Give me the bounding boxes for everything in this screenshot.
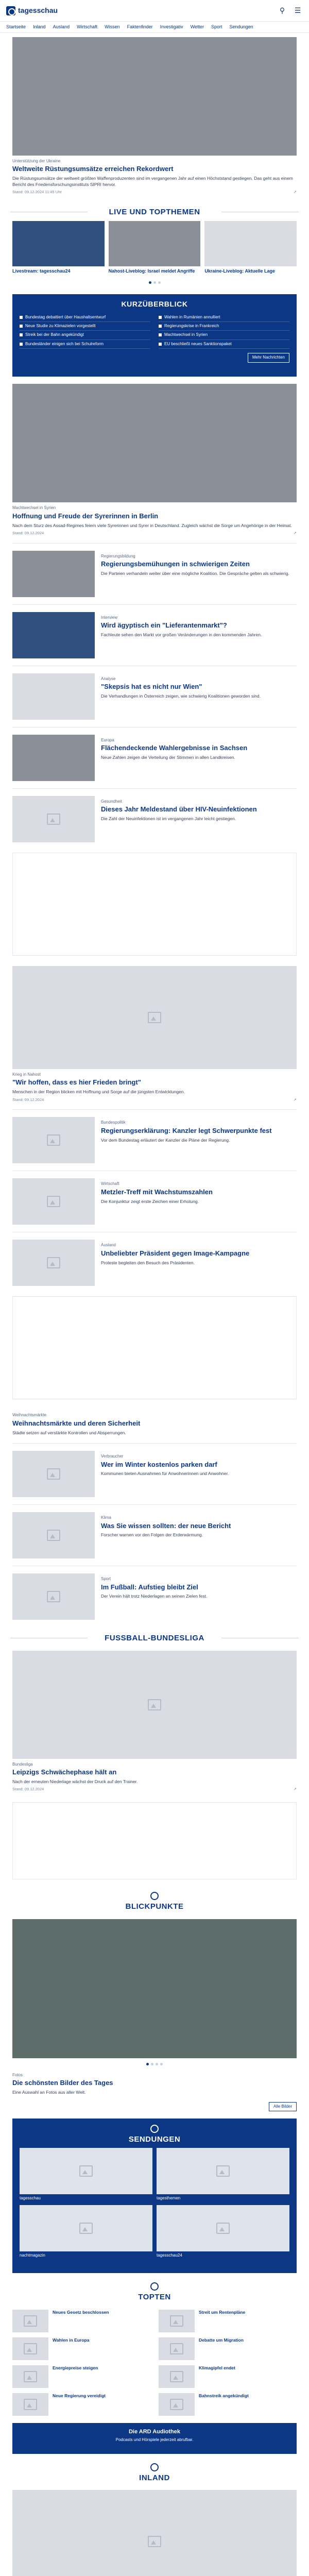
story-image xyxy=(12,384,297,502)
tv-icon xyxy=(150,2125,159,2133)
topten-item[interactable]: Debatte um Migration xyxy=(159,2337,297,2360)
nav-item-sendungen[interactable]: Sendungen xyxy=(229,24,253,29)
bundesliga-image xyxy=(12,1651,297,1759)
story-image xyxy=(12,966,297,1069)
list-item[interactable] xyxy=(0,1509,309,1562)
camera-icon xyxy=(150,1892,159,1900)
list-item[interactable] xyxy=(0,1236,309,1289)
inland-teaser[interactable] xyxy=(0,2487,309,2576)
list-item-headline[interactable]: Was Sie wissen sollten: der neue Bericht xyxy=(101,1521,231,1530)
list-item-image xyxy=(12,673,95,720)
top-header xyxy=(0,0,309,22)
nav-bar xyxy=(0,22,309,33)
section-inland-title: INLAND xyxy=(0,2458,309,2487)
story-text: Städte setzen auf verstärkte Kontrollen und Absperrungen. xyxy=(12,1430,126,1435)
story-teaser[interactable] xyxy=(0,381,309,539)
nav-item-wirtschaft[interactable]: Wirtschaft xyxy=(77,24,98,29)
list-item-text: Die Verhandlungen in Österreich zeigen, wie schwierig Koalitionen geworden sind. xyxy=(101,693,261,699)
live-carousel xyxy=(0,221,309,275)
list-item[interactable] xyxy=(0,548,309,600)
ad-placeholder xyxy=(12,853,297,956)
sendung-item[interactable]: nachtmagazin xyxy=(20,2205,152,2258)
nav-item-wissen[interactable]: Wissen xyxy=(105,24,120,29)
share-icon[interactable]: ↗ xyxy=(293,1097,297,1102)
hero-meta xyxy=(12,190,297,195)
list-item-topline: Europa xyxy=(101,737,114,742)
menu-icon[interactable]: ☰ xyxy=(294,6,301,15)
topten-item[interactable]: Klimagipfel endet xyxy=(159,2365,297,2388)
more-news-button[interactable]: Mehr Nachrichten xyxy=(248,353,289,362)
story-topline: Krieg in Nahost xyxy=(12,1072,41,1077)
kurzueberblick-item[interactable]: Machtwechsel in Syrien xyxy=(159,331,289,340)
list-item-headline[interactable]: Wer im Winter kostenlos parken darf xyxy=(101,1460,217,1468)
list-item-text: Neue Zahlen zeigen die Verteilung der Stimmen in allen Landkreisen. xyxy=(101,755,235,760)
sendungen-box xyxy=(12,2119,297,2273)
nav-item-investigativ[interactable]: Investigativ xyxy=(160,24,183,29)
ad-placeholder xyxy=(12,1802,297,1879)
kurzueberblick-box xyxy=(12,294,297,377)
list-item-image xyxy=(12,1178,95,1225)
nav-item-startseite[interactable]: Startseite xyxy=(6,24,26,29)
topten-grid xyxy=(0,2307,309,2419)
list-item-topline: Bundespolitik xyxy=(101,1120,126,1125)
list-item-image xyxy=(12,1573,95,1620)
list-item-topline: Gesundheit xyxy=(101,799,122,804)
live-card[interactable] xyxy=(204,221,297,275)
nav-item-faktenfinder[interactable]: Faktenfinder xyxy=(127,24,153,29)
bundesliga-date: Stand: 09.12.2024 xyxy=(12,1787,44,1792)
nav-item-ausland[interactable]: Ausland xyxy=(53,24,70,29)
blickpunkte-headline[interactable]: Die schönsten Bilder des Tages xyxy=(12,2079,113,2087)
search-icon[interactable]: ⚲ xyxy=(279,6,285,15)
list-item-text: Vor dem Bundestag erläutert der Kanzler die Pläne der Regierung. xyxy=(101,1137,230,1143)
live-card-title: Nahost-Liveblog: Israel meldet Angriffe xyxy=(108,268,195,274)
list-item-image xyxy=(12,551,95,597)
list-item[interactable] xyxy=(0,670,309,723)
list-item-text: Kommunen bieten Ausnahmen für Anwohnerinnen und Anwohner. xyxy=(101,1471,229,1477)
story-topline: Weihnachtsmärkte xyxy=(12,1413,47,1418)
section-topten-title: TOPTEN xyxy=(0,2277,309,2307)
list-item[interactable] xyxy=(0,793,309,845)
logo[interactable] xyxy=(6,6,58,15)
list-item-image xyxy=(12,796,95,842)
list-item[interactable] xyxy=(0,1448,309,1500)
sendung-item[interactable]: tagesthemen xyxy=(157,2148,289,2201)
bundesliga-text: Nach der erneuten Niederlage wächst der Druck auf den Trainer. xyxy=(12,1778,138,1784)
live-card-image xyxy=(12,221,105,266)
section-bundesliga-title: FUSSBALL-BUNDESLIGA xyxy=(0,1628,309,1648)
kurzueberblick-item[interactable]: Bundesländer einigen sich bei Schulreform xyxy=(20,340,150,349)
list-item-image xyxy=(12,612,95,658)
story-topline: Machtwechsel in Syrien xyxy=(12,505,56,511)
kurzueberblick-item[interactable]: Streik bei der Bahn angekündigt xyxy=(20,331,150,340)
blickpunkte-teaser[interactable] xyxy=(0,1916,309,2114)
list-item-image xyxy=(12,1512,95,1558)
topten-item[interactable]: Energiepreise steigen xyxy=(12,2365,150,2388)
list-item-topline: Ausland xyxy=(101,1243,116,1248)
list-item-headline[interactable]: Regierungserklärung: Kanzler legt Schwerpunkte fest xyxy=(101,1126,272,1134)
topten-item[interactable]: Neue Regierung vereidigt xyxy=(12,2393,150,2416)
topten-item[interactable]: Streit um Rentenpläne xyxy=(159,2310,297,2332)
hero-date: Stand: 09.12.2024 11:45 Uhr xyxy=(12,190,62,195)
kurzueberblick-title: KURZÜBERBLICK xyxy=(121,300,188,309)
sendung-item[interactable]: tagesschau24 xyxy=(157,2205,289,2258)
topten-item[interactable]: Bahnstreik angekündigt xyxy=(159,2393,297,2416)
live-card[interactable] xyxy=(12,221,105,275)
story-text: Menschen in der Region blicken mit Hoffnung und Sorge auf die jüngsten Entwicklungen. xyxy=(12,1089,185,1095)
story-headline[interactable]: Hoffnung und Freude der Syrerinnen in Berlin xyxy=(12,512,159,520)
hero-topline: Unterstützung der Ukraine xyxy=(12,159,61,163)
top-icon xyxy=(150,2282,159,2291)
germany-icon xyxy=(150,2463,159,2471)
story-text: Nach dem Sturz des Assad-Regimes feiern viele Syrerinnen und Syrer in Deutschland. Zugleich wächst die Sorge um Angehörige in der Heimat. xyxy=(12,522,292,528)
blickpunkte-text: Eine Auswahl an Fotos aus aller Welt. xyxy=(12,2090,86,2095)
sendung-item[interactable]: tagesschau xyxy=(20,2148,152,2201)
hero-image xyxy=(12,37,297,156)
list-item-headline[interactable]: Metzler-Treff mit Wachstumszahlen xyxy=(101,1188,213,1196)
kurzueberblick-item[interactable]: Neue Studie zu Klimazielen vorgestellt xyxy=(20,322,150,331)
list-item-topline: Sport xyxy=(101,1577,111,1582)
section-sendungen-title: SENDUNGEN xyxy=(20,2124,289,2148)
list-item-headline[interactable]: Regierungsbemühungen in schwierigen Zeiten xyxy=(101,560,250,568)
topten-item[interactable]: Wahlen in Europa xyxy=(12,2337,150,2360)
list-item-headline[interactable]: Flächendeckende Wahlergebnisse in Sachsen xyxy=(101,744,248,752)
kurzueberblick-item[interactable]: Wahlen in Rumänien annulliert xyxy=(159,313,289,322)
all-pictures-button[interactable]: Alle Bilder xyxy=(269,2102,297,2111)
list-item-headline[interactable]: Im Fußball: Aufstieg bleibt Ziel xyxy=(101,1583,198,1591)
list-item-headline[interactable]: "Skepsis hat es nicht nur Wien" xyxy=(101,683,202,691)
story-date: Stand: 09.12.2024 xyxy=(12,531,44,536)
logo-text: tagesschau xyxy=(18,6,58,15)
story-teaser[interactable] xyxy=(0,963,309,1106)
bundesliga-headline[interactable]: Leipzigs Schwächephase hält an xyxy=(12,1768,117,1776)
list-item-image xyxy=(12,1240,95,1286)
blickpunkte-title: BLICKPUNKTE xyxy=(125,1902,184,1911)
list-item[interactable] xyxy=(0,732,309,784)
carousel-dots[interactable] xyxy=(0,275,309,290)
live-card[interactable] xyxy=(109,221,201,275)
ard-banner[interactable]: Die ARD Audiothek Podcasts und Hörspiele jederzeit abrufbar. xyxy=(12,2423,297,2454)
list-item-topline: Klima xyxy=(101,1515,112,1520)
list-item-text: Die Parteien verhandeln weiter über eine mögliche Koalition. Die Gespräche gelten als schwierig. xyxy=(101,571,289,577)
live-card-title: Livestream: tagesschau24 xyxy=(12,268,71,274)
live-card-title: Ukraine-Liveblog: Aktuelle Lage xyxy=(204,268,276,274)
hero-headline[interactable]: Weltweite Rüstungsumsätze erreichen Rekordwert xyxy=(12,165,174,173)
section-blickpunkte-title xyxy=(0,1887,309,1916)
list-item-topline: Interview xyxy=(101,615,118,620)
hero-text: Die Rüstungsumsätze der weltweit größten Waffenproduzenten sind im vergangenen Jahr auf einen Höchststand gestiegen. Das geht aus einem Bericht des Friedensforschungsinstituts SIPRI hervor. xyxy=(12,176,293,187)
list-item[interactable] xyxy=(0,1114,309,1166)
list-item-image xyxy=(12,1451,95,1497)
ad-placeholder xyxy=(12,1296,297,1399)
list-item[interactable] xyxy=(0,609,309,662)
topten-item[interactable]: Neues Gesetz beschlossen xyxy=(12,2310,150,2332)
list-item-text: Forscher warnen vor den Folgen der Erderwärmung. xyxy=(101,1532,203,1538)
list-item-topline: Regierungsbildung xyxy=(101,553,135,558)
nav-item-sport[interactable]: Sport xyxy=(211,24,222,29)
list-item-image xyxy=(12,1117,95,1163)
list-item-text: Die Konjunktur zeigt erste Zeichen einer Erholung. xyxy=(101,1198,199,1204)
list-item-headline[interactable]: Dieses Jahr Meldestand über HIV-Neuinfektionen xyxy=(101,805,257,814)
kurzueberblick-item[interactable]: Bundestag debattiert über Haushaltsentwurf xyxy=(20,313,150,322)
list-item-topline: Verbraucher xyxy=(101,1454,124,1459)
list-item-headline[interactable]: Wird ägyptisch ein "Lieferantenmarkt"? xyxy=(101,621,227,630)
live-card-image xyxy=(109,221,201,266)
kurzueberblick-col-left xyxy=(20,313,150,349)
share-icon[interactable]: ↗ xyxy=(293,1787,297,1792)
story-date: Stand: 09.12.2024 xyxy=(12,1097,44,1102)
live-card-image xyxy=(204,221,297,266)
list-item-topline: Analyse xyxy=(101,676,116,681)
bundesliga-topline: Bundesliga xyxy=(12,1761,33,1767)
bundesliga-teaser[interactable] xyxy=(0,1648,309,1795)
kurzueberblick-item[interactable]: EU beschließt neues Sanktionspaket xyxy=(159,340,289,349)
story-headline[interactable]: Weihnachtsmärkte und deren Sicherheit xyxy=(12,1419,141,1427)
share-icon[interactable]: ↗ xyxy=(293,531,297,536)
logo-icon xyxy=(6,6,15,15)
list-item-image xyxy=(12,735,95,781)
list-item-text: Die Zahl der Neuinfektionen ist im vergangenen Jahr leicht gestiegen. xyxy=(101,816,236,822)
list-item-headline[interactable]: Unbeliebter Präsident gegen Image-Kampagne xyxy=(101,1249,250,1257)
list-item-topline: Wirtschaft xyxy=(101,1181,119,1187)
story-teaser[interactable] xyxy=(0,1406,309,1439)
blickpunkte-image xyxy=(12,1919,297,2058)
nav-item-inland[interactable]: Inland xyxy=(33,24,46,29)
hero-teaser[interactable] xyxy=(0,33,309,198)
blickpunkte-topline: Fotos xyxy=(12,2073,23,2077)
list-item-text: Fachleute sehen den Markt vor großen Veränderungen in den kommenden Jahren. xyxy=(101,632,262,638)
list-item[interactable] xyxy=(0,1175,309,1228)
kurzueberblick-item[interactable]: Regierungskrise in Frankreich xyxy=(159,322,289,331)
story-headline[interactable]: "Wir hoffen, dass es hier Frieden bringt" xyxy=(12,1078,141,1087)
share-icon[interactable]: ↗ xyxy=(293,190,297,195)
nav-item-wetter[interactable]: Wetter xyxy=(190,24,204,29)
list-item-text: Der Verein hält trotz Niederlagen an seinen Zielen fest. xyxy=(101,1594,208,1599)
list-item-text: Proteste begleiten den Besuch des Präsidenten. xyxy=(101,1260,195,1265)
kurzueberblick-col-right xyxy=(159,313,289,349)
section-live-title: LIVE UND TOPTHEMEN xyxy=(0,202,309,222)
kurzueberblick-grid xyxy=(20,313,289,349)
list-item[interactable] xyxy=(0,1570,309,1623)
